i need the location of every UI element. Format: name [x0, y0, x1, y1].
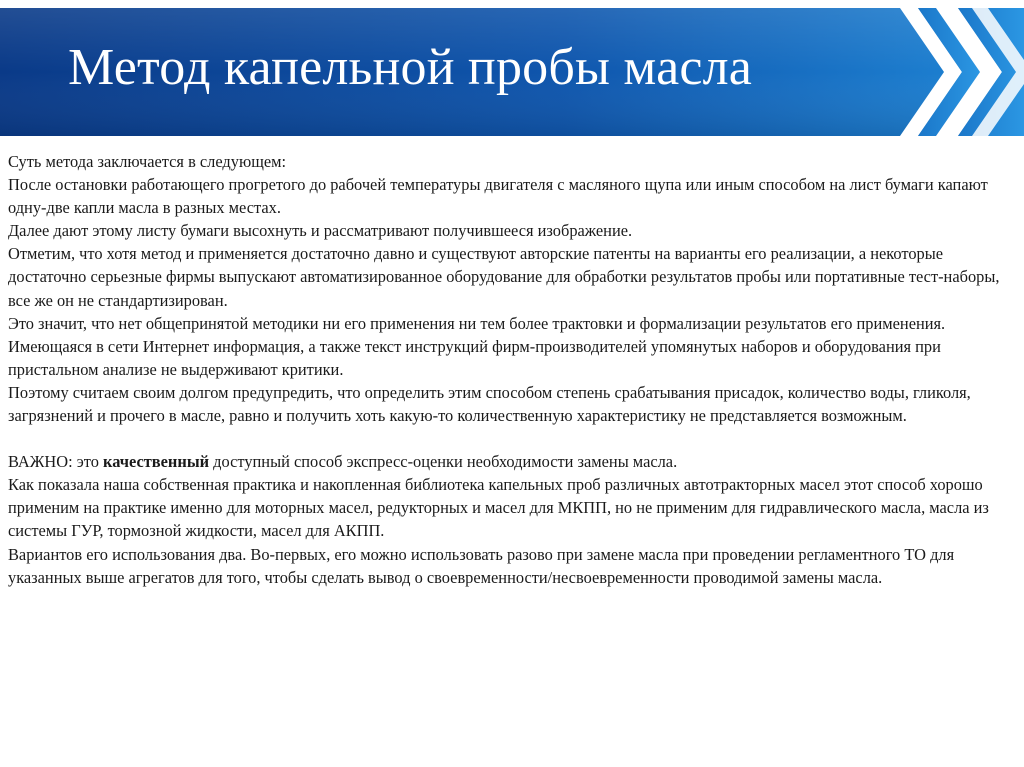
paragraph: Имеющаяся в сети Интернет информация, а также текст инструкций фирм-производителей упомянутых наборов и оборудования при пристальном анализе не выдерживают критики. — [8, 336, 941, 379]
paragraph: После остановки работающего прогретого до рабочей температуры двигателя с масляного щупа или иным способом на лист бумаги капают одну-две капли масла в разных местах. — [8, 175, 988, 218]
paragraph: Как показала наша собственная практика и накопленная библиотека капельных проб различных автотракторных масел этот способ хорошо применим на практике именно для моторных масел, редукторных и масел для МКПП, но не применим для гидравлического масла, масла из системы ГУР, тормозной жидкости, масел для АКПП. — [8, 475, 989, 541]
important-note — [8, 450, 1018, 473]
paragraph: Поэтому считаем своим долгом предупредить, что определить этим способом степень срабатывания присадок, количество воды, гликоля, загрязнений и прочего в масле, равно и получить хоть какую-то количественную характеристику не представляется возможным. — [8, 382, 971, 426]
paragraph-gap — [8, 427, 1018, 450]
paragraph: Вариантов его использования два. Во-первых, его можно использовать разово при замене масла при проведении регламентного ТО для указанных выше агрегатов для того, чтобы сделать вывод о своевременности/несвоевременности проводимой замены масла. — [8, 544, 955, 587]
paragraph: Далее дают этому листу бумаги высохнуть и рассматривают получившееся изображение. — [8, 221, 633, 241]
slide-title: Метод капельной пробы масла — [68, 39, 753, 96]
slide-body — [8, 150, 1018, 589]
important-prefix: ВАЖНО: это — [8, 452, 104, 472]
paragraph: Это значит, что нет общепринятой методики ни его применения ни тем более трактовки и формализации результатов его применения. — [8, 313, 946, 333]
paragraph: Суть метода заключается в следующем: — [8, 152, 287, 171]
paragraph: Отметим, что хотя метод и применяется достаточно давно и существуют авторские патенты на варианты его реализации, а некоторые достаточно серьезные фирмы выпускают автоматизированное оборудование для обработки результатов пробы или портативные тест-наборы, все же он не стандартизирован. — [8, 244, 1000, 310]
important-bold: качественный — [103, 452, 210, 472]
important-suffix: доступный способ экспресс-оценки необходимости замены масла. — [209, 452, 678, 472]
